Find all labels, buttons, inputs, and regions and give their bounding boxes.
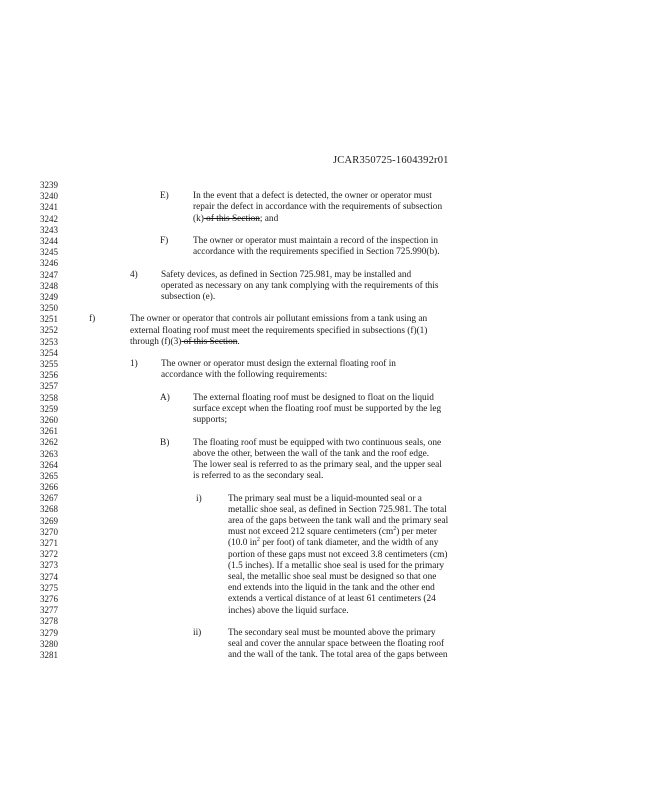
text-line: accordance with the following requirements: [161, 370, 328, 381]
line-number: 3265 [40, 470, 58, 481]
text-line: portion of these gaps must not exceed 3.8 centimeters (cm) [228, 549, 448, 560]
paragraph-label: 4) [130, 269, 138, 280]
line-number: 3240 [40, 191, 58, 202]
line-number: 3277 [40, 605, 58, 616]
paragraph-label: B) [160, 437, 170, 448]
line-number: 3244 [40, 235, 58, 246]
line-number: 3239 [40, 180, 58, 190]
text-line: surface except when the floating roof must be supported by the leg [193, 404, 442, 414]
line-number: 3253 [40, 336, 58, 347]
text-line: above the other, between the wall of the tank and the roof edge. [193, 448, 430, 459]
line-number: 3272 [40, 549, 58, 560]
struck-text: of this Section [203, 213, 260, 224]
line-number: 3247 [40, 269, 58, 280]
line-number: 3261 [40, 426, 58, 437]
line-number: 3260 [40, 414, 58, 425]
line-number: 3249 [40, 291, 58, 302]
struck-text: of this Section [181, 336, 238, 347]
line-number: 3267 [40, 493, 58, 504]
text-line: subsection (e). [161, 292, 216, 302]
text-line: end extends into the liquid in the tank and the other end [228, 583, 435, 594]
line-number: 3252 [40, 325, 58, 336]
line-number: 3263 [40, 448, 58, 459]
line-number: 3241 [40, 202, 58, 213]
text-line: The floating roof must be equipped with two continuous seals, one [193, 437, 442, 448]
line-number: 3258 [40, 392, 58, 403]
line-number: 3270 [40, 526, 58, 537]
line-number: 3276 [40, 593, 58, 604]
text-line: The secondary seal must be mounted above the primary [228, 628, 436, 638]
paragraph-label: 1) [130, 359, 138, 370]
line-number: 3257 [40, 381, 58, 392]
text-line: is referred to as the secondary seal. [193, 471, 324, 482]
document-id-header: JCAR350725-1604392r01 [333, 155, 449, 166]
line-number: 3254 [40, 347, 58, 358]
line-number: 3278 [40, 616, 58, 627]
text-line: through (f)(3) of this Section. [130, 336, 240, 347]
line-number: 3243 [40, 224, 58, 235]
text-line: In the event that a defect is detected, the owner or operator must [193, 191, 432, 202]
text-line: The external floating roof must be designed to float on the liquid [193, 392, 434, 403]
line-number: 3245 [40, 247, 58, 258]
text-line: seal, the metallic shoe seal must be designed so that one [228, 572, 437, 582]
text-line: inches) above the liquid surface. [228, 605, 349, 616]
line-number: 3262 [40, 437, 58, 448]
text-line: accordance with the requirements specified in Section 725.990(b). [193, 247, 440, 258]
text-line: The owner or operator must design the external floating roof in [161, 359, 396, 370]
line-number: 3264 [40, 459, 58, 470]
paragraph-label: E) [160, 191, 169, 202]
line-number: 3248 [40, 280, 58, 291]
text-line: (k) of this Section; and [193, 213, 279, 224]
line-number-column [30, 180, 58, 661]
text-line: metallic shoe seal, as defined in Section 725.981. The total [228, 504, 447, 515]
line-number: 3266 [40, 482, 58, 493]
line-number: 3242 [40, 213, 58, 224]
text-line: area of the gaps between the tank wall and the primary seal [228, 516, 449, 526]
line-number: 3246 [40, 258, 58, 269]
text-line: The lower seal is referred to as the primary seal, and the upper seal [193, 460, 442, 470]
paragraph-label: i) [196, 493, 202, 504]
text-line: supports; [193, 415, 228, 426]
paragraph-label: A) [160, 392, 170, 403]
line-number: 3273 [40, 560, 58, 571]
paragraph-label: f) [89, 314, 96, 325]
text-line: operated as necessary on any tank complying with the requirements of this [161, 280, 439, 291]
paragraph-label: F) [160, 236, 169, 246]
text-line: repair the defect in accordance with the requirements of subsection [193, 202, 443, 213]
line-number: 3279 [40, 627, 58, 638]
line-number: 3268 [40, 504, 58, 515]
text-line: must not exceed 212 square centimeters $(cm^2)$ per meter [228, 526, 438, 538]
text-line: extends a vertical distance of at least 61 centimeters (24 [228, 594, 436, 605]
text-line: external floating roof must meet the requirements specified in subsections (f)(1) [130, 325, 428, 336]
line-number: 3274 [40, 571, 58, 582]
line-number: 3259 [40, 403, 58, 414]
text-line: The owner or operator that controls air pollutant emissions from a tank using an [130, 314, 428, 325]
text-line: Safety devices, as defined in Section 725.981, may be installed and [161, 269, 412, 280]
line-number: 3250 [40, 303, 58, 314]
text-line: and the wall of the tank. The total area of the gaps between [228, 650, 448, 661]
line-number: 3281 [40, 649, 58, 660]
line-number: 3255 [40, 359, 58, 369]
line-number: 3269 [40, 515, 58, 526]
text-line: The primary seal must be a liquid-mounted seal or a [228, 493, 422, 504]
text-line: (10.0 $in^2$ per foot) of tank diameter, and the width of any [228, 537, 439, 549]
text-line: The owner or operator must maintain a record of the inspection in [193, 236, 438, 246]
text-line: (1.5 inches). If a metallic shoe seal is used for the primary [228, 560, 445, 571]
paragraph-label: ii) [193, 628, 202, 638]
line-number: 3251 [40, 314, 58, 325]
line-number: 3256 [40, 370, 58, 381]
line-number: 3271 [40, 538, 58, 548]
line-number: 3280 [40, 638, 58, 649]
line-number: 3275 [40, 582, 58, 593]
text-line: seal and cover the annular space between the floating roof [228, 639, 445, 650]
